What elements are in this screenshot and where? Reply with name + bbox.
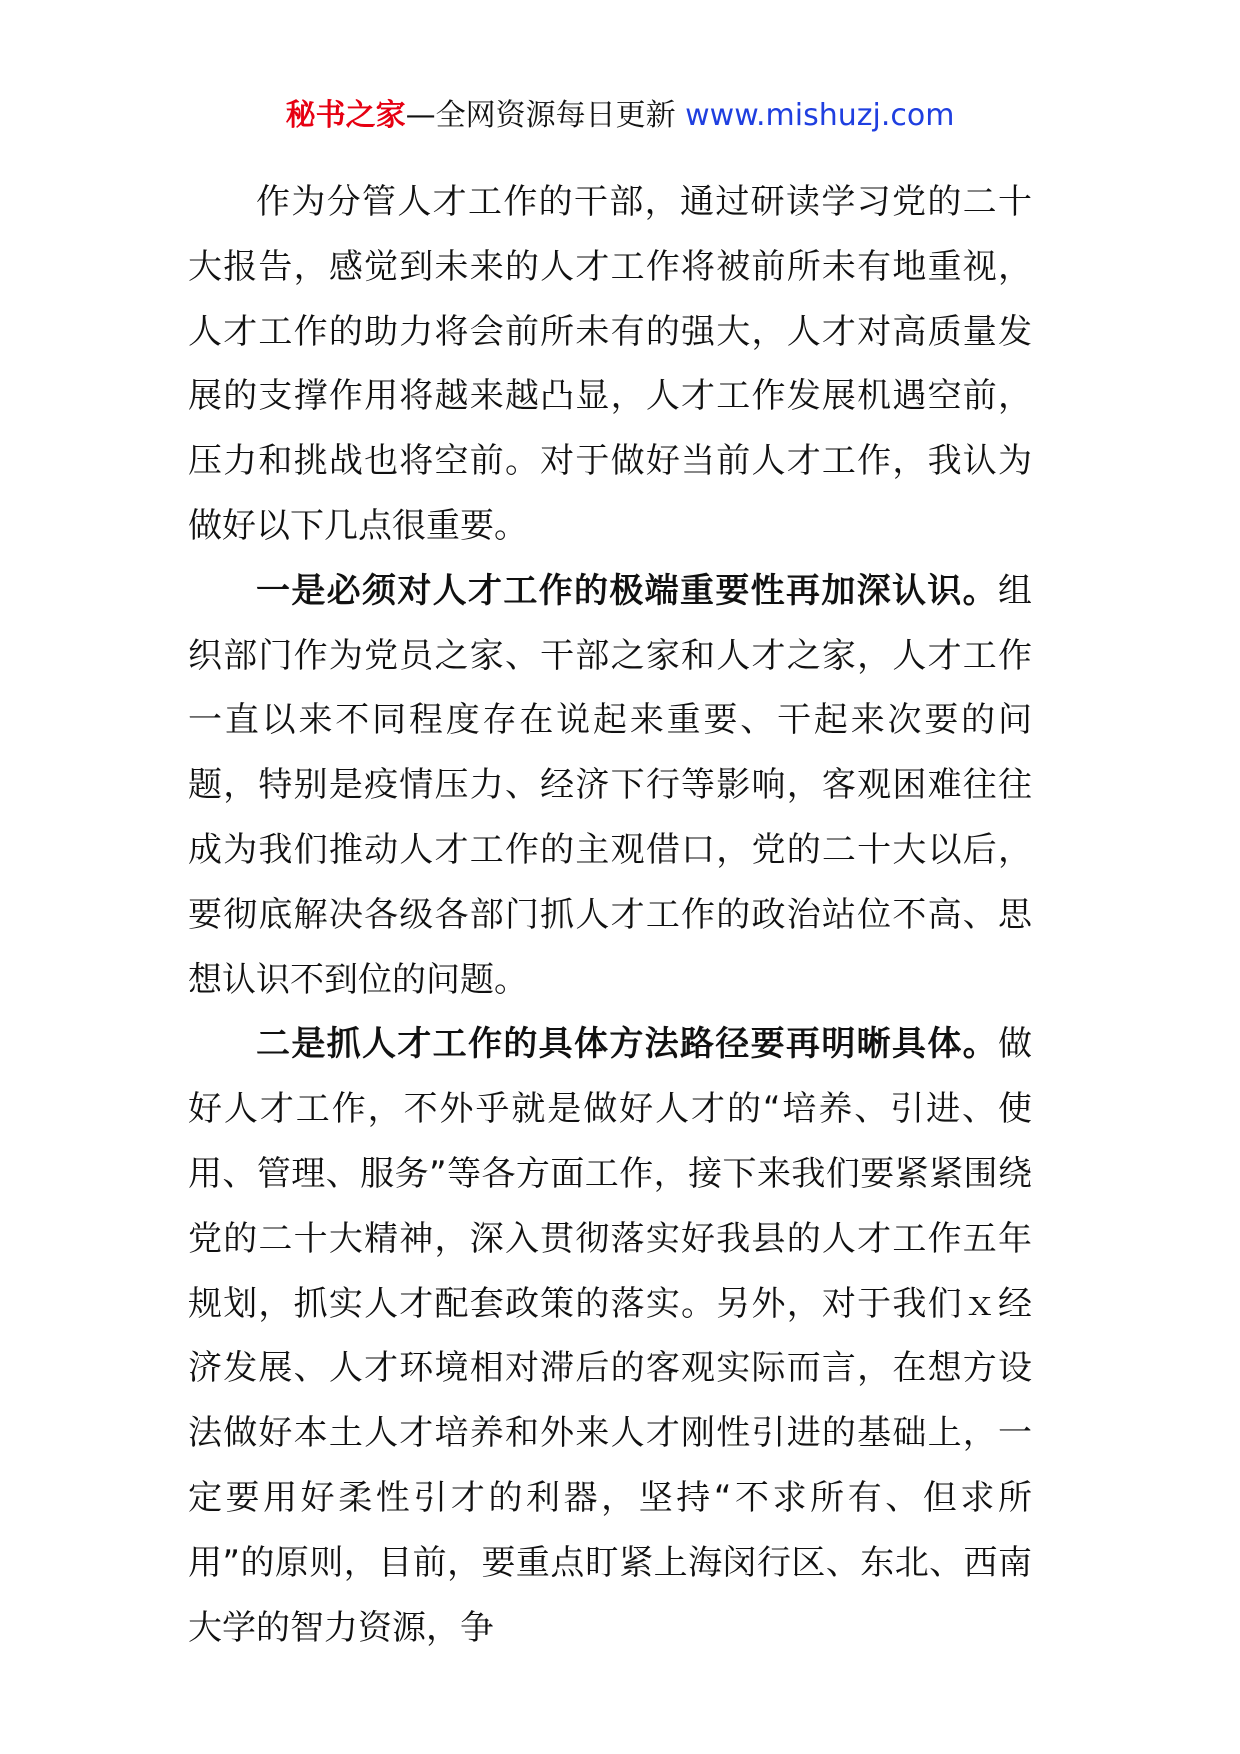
paragraph-point-two xyxy=(188,1012,1032,1660)
paragraph-point-one xyxy=(188,559,1032,1013)
paragraph-lead: 一是必须对人才工作的极端重要性再加深认识。 xyxy=(256,570,998,611)
paragraph-intro xyxy=(188,170,1032,559)
paragraph-lead: 二是抓人才工作的具体方法路径要再明晰具体。 xyxy=(256,1024,998,1065)
paragraph-text: 作为分管人才工作的干部，通过研读学习党的二十大报告，感觉到未来的人才工作将被前所未有地重视，人才工作的助力将会前所未有的强大，人才对高质量发展的支撑作用将越来越凸显，人才工作发展机遇空前，压力和挑战也将空前。对于做好当前人才工作，我认为做好以下几点很重要。 xyxy=(188,182,1032,546)
document-body xyxy=(188,170,1032,1660)
brand-name: 秘书之家 xyxy=(285,98,406,133)
site-url-link[interactable]: www.mishuzj.com xyxy=(685,98,955,133)
header-tagline: —全网资源每日更新 xyxy=(405,98,676,133)
site-header xyxy=(0,96,1240,136)
paragraph-text: 做好人才工作，不外乎就是做好人才的“培养、引进、使用、管理、服务”等各方面工作，接下来我们要紧紧围绕党的二十大精神，深入贯彻落实好我县的人才工作五年规划，抓实人才配套政策的落实。另外，对于我们ｘ经济发展、人才环境相对滞后的客观实际而言，在想方设法做好本土人才培养和外来人才刚性引进的基础上，一定要用好柔性引才的利器，坚持“不求所有、但求所用”的原则，目前，要重点盯紧上海闵行区、东北、西南大学的智力资源，争 xyxy=(188,1024,1032,1648)
paragraph-text: 组织部门作为党员之家、干部之家和人才之家，人才工作一直以来不同程度存在说起来重要、干起来次要的问题，特别是疫情压力、经济下行等影响，客观困难往往成为我们推动人才工作的主观借口，党的二十大以后，要彻底解决各级各部门抓人才工作的政治站位不高、思想认识不到位的问题。 xyxy=(188,570,1032,1000)
